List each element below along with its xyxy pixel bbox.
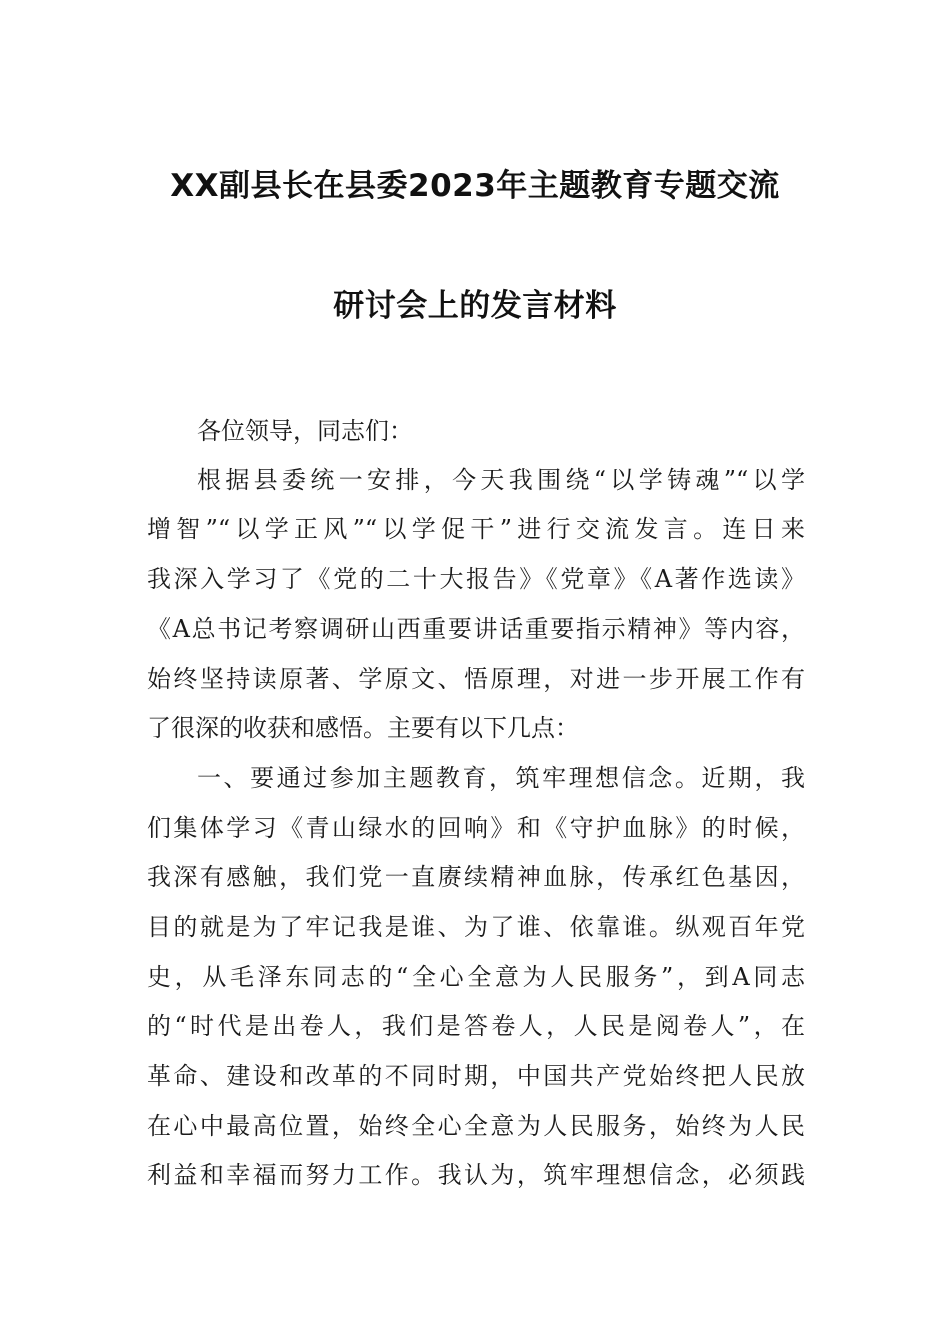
body-line: 增智”“以学正风”“以学促干”进行交流发言。连日来 — [147, 515, 805, 543]
body-line: 根据县委统一安排，今天我围绕“以学铸魂”“以学 — [197, 466, 805, 494]
body-line: 的“时代是出卷人，我们是答卷人，人民是阅卷人”，在 — [147, 1012, 805, 1040]
body-line: 我深入学习了《党的二十大报告》《党章》《A著作选读》 — [147, 565, 805, 593]
document-title-line-1: XX副县长在县委2023年主题教育专题交流 — [170, 168, 780, 204]
body-line: 在心中最高位置，始终全心全意为人民服务，始终为人民 — [147, 1112, 805, 1140]
body-line: 革命、建设和改革的不同时期，中国共产党始终把人民放 — [147, 1062, 805, 1090]
body-line: 《A总书记考察调研山西重要讲话重要指示精神》等内容， — [147, 615, 805, 643]
body-line: 史，从毛泽东同志的“全心全意为人民服务”，到A同志 — [147, 963, 805, 991]
body-line: 了很深的收获和感悟。主要有以下几点： — [147, 714, 579, 742]
salutation: 各位领导，同志们： — [197, 417, 413, 445]
body-line: 目的就是为了牢记我是谁、为了谁、依靠谁。纵观百年党 — [147, 913, 805, 941]
document-title-line-2: 研讨会上的发言材料 — [333, 288, 617, 324]
body-line: 一、要通过参加主题教育，筑牢理想信念。近期，我 — [197, 764, 805, 792]
body-line: 利益和幸福而努力工作。我认为，筑牢理想信念，必须践 — [147, 1161, 805, 1189]
body-line: 始终坚持读原著、学原文、悟原理，对进一步开展工作有 — [147, 665, 805, 693]
body-line: 们集体学习《青山绿水的回响》和《守护血脉》的时候， — [147, 814, 805, 842]
body-line: 我深有感触，我们党一直赓续精神血脉，传承红色基因， — [147, 863, 805, 891]
